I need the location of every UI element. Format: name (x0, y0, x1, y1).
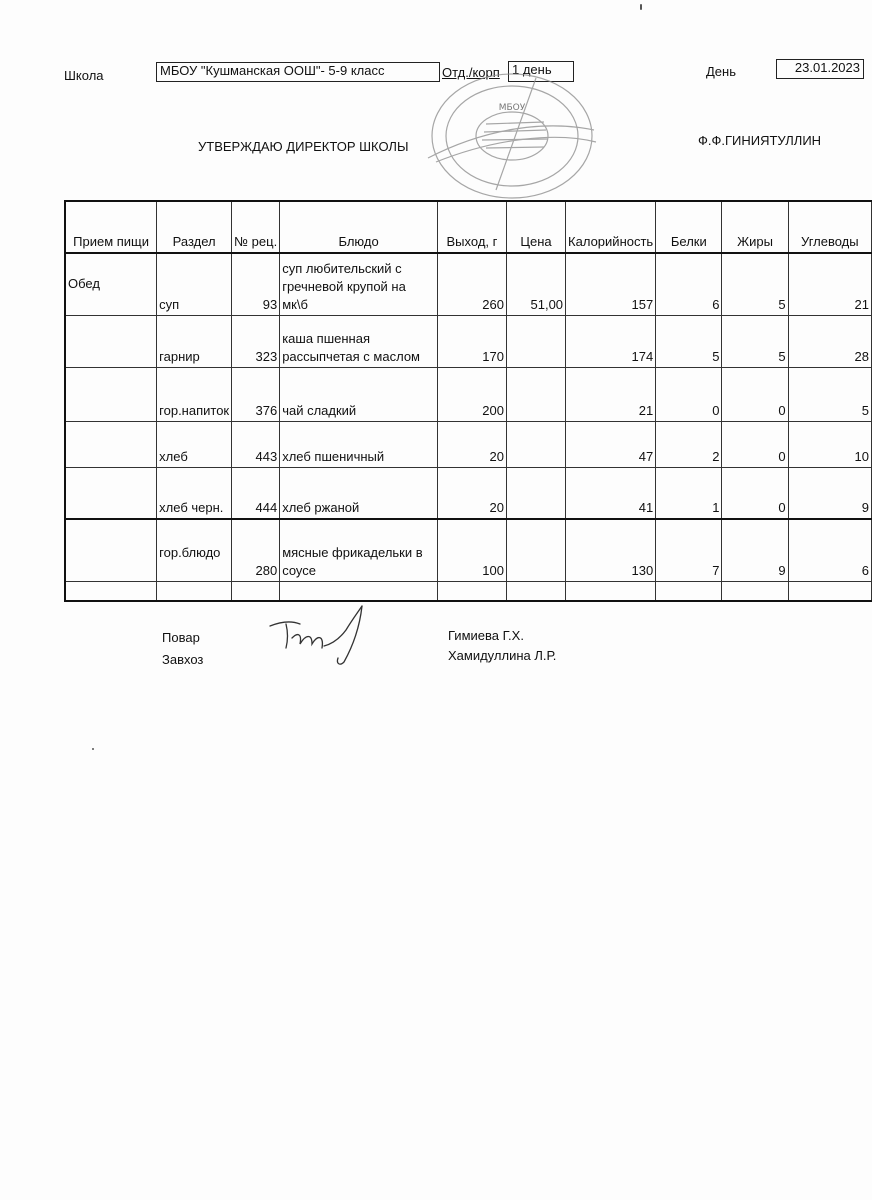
cell-fat: 9 (722, 519, 788, 581)
school-field: МБОУ "Кушманская ООШ"- 5-9 класс (156, 62, 440, 82)
table-row-empty (65, 581, 872, 601)
cell-price (506, 519, 565, 581)
col-header-meal: Прием пищи (65, 201, 157, 253)
cell-calories: 41 (566, 467, 656, 519)
school-label: Школа (64, 68, 104, 83)
cell-calories: 174 (566, 315, 656, 367)
cell-section: хлеб черн. (157, 467, 232, 519)
storekeeper-label: Завхоз (162, 652, 204, 667)
cell-section: хлеб (157, 421, 232, 467)
cell-output: 100 (437, 519, 506, 581)
cell-meal: Обед (65, 253, 157, 315)
cell-section: гор.напиток (157, 367, 232, 421)
cell-dish: хлеб пшеничный (280, 421, 438, 467)
school-stamp (426, 70, 598, 202)
cell-recipe: 280 (232, 519, 280, 581)
cell-output: 20 (437, 421, 506, 467)
cell-recipe: 93 (232, 253, 280, 315)
cell-fat: 5 (722, 253, 788, 315)
cell-fat: 0 (722, 367, 788, 421)
table-row (65, 253, 872, 315)
cell-recipe: 376 (232, 367, 280, 421)
table-row (65, 315, 872, 367)
table-row (65, 519, 872, 581)
cell-carbs: 6 (788, 519, 871, 581)
signature (266, 604, 376, 668)
cell-output: 20 (437, 467, 506, 519)
cell-price (506, 367, 565, 421)
col-header-output: Выход, г (437, 201, 506, 253)
cell-fat: 5 (722, 315, 788, 367)
dept-field: 1 день (508, 61, 574, 82)
cell-recipe: 323 (232, 315, 280, 367)
cell-dish: чай сладкий (280, 367, 438, 421)
cell-output: 260 (437, 253, 506, 315)
col-header-section: Раздел (157, 201, 232, 253)
cell-protein: 1 (656, 467, 722, 519)
cell-calories: 130 (566, 519, 656, 581)
col-header-calories: Калорийность (566, 201, 656, 253)
cell-section: суп (157, 253, 232, 315)
cell-carbs: 28 (788, 315, 871, 367)
col-header-recipe: № рец. (232, 201, 280, 253)
table-row (65, 367, 872, 421)
cell-meal (65, 519, 157, 581)
cell-output: 170 (437, 315, 506, 367)
cell-section: гор.блюдо (157, 519, 232, 581)
cell-recipe: 443 (232, 421, 280, 467)
cell-dish: каша пшенная рассыпчетая с маслом (280, 315, 438, 367)
cell-protein: 2 (656, 421, 722, 467)
col-header-price: Цена (506, 201, 565, 253)
cell-fat: 0 (722, 421, 788, 467)
col-header-protein: Белки (656, 201, 722, 253)
table-row (65, 467, 872, 519)
scan-speck (640, 4, 642, 10)
approve-text: УТВЕРЖДАЮ ДИРЕКТОР ШКОЛЫ (198, 139, 409, 154)
cell-carbs: 10 (788, 421, 871, 467)
cell-protein: 5 (656, 315, 722, 367)
cell-calories: 47 (566, 421, 656, 467)
cell-meal (65, 421, 157, 467)
director-name: Ф.Ф.ГИНИЯТУЛЛИН (698, 133, 822, 148)
cell-dish: мясные фрикадельки в соусе (280, 519, 438, 581)
cell-meal (65, 367, 157, 421)
cook-name: Гимиева Г.Х. (448, 628, 524, 643)
col-header-carbs: Углеводы (788, 201, 871, 253)
dept-label: Отд./корп (442, 65, 500, 80)
cell-calories: 157 (566, 253, 656, 315)
cell-price (506, 315, 565, 367)
menu-table (64, 200, 872, 602)
cell-carbs: 5 (788, 367, 871, 421)
table-row (65, 421, 872, 467)
cell-protein: 6 (656, 253, 722, 315)
cell-protein: 0 (656, 367, 722, 421)
cell-output: 200 (437, 367, 506, 421)
table-header-row (65, 201, 872, 253)
cell-section: гарнир (157, 315, 232, 367)
cell-protein: 7 (656, 519, 722, 581)
cell-price (506, 467, 565, 519)
cell-meal (65, 315, 157, 367)
cell-price (506, 421, 565, 467)
cell-price: 51,00 (506, 253, 565, 315)
col-header-fat: Жиры (722, 201, 788, 253)
col-header-dish: Блюдо (280, 201, 438, 253)
cell-carbs: 9 (788, 467, 871, 519)
cell-carbs: 21 (788, 253, 871, 315)
cell-dish: суп любительский с гречневой крупой на мк\б (280, 253, 438, 315)
date-field: 23.01.2023 (776, 59, 864, 79)
stamp-text: МБОУ (498, 103, 526, 113)
cook-label: Повар (162, 630, 200, 645)
cell-dish: хлеб ржаной (280, 467, 438, 519)
cell-calories: 21 (566, 367, 656, 421)
scan-speck (92, 748, 94, 750)
cell-recipe: 444 (232, 467, 280, 519)
cell-meal (65, 467, 157, 519)
storekeeper-name: Хамидуллина Л.Р. (448, 648, 557, 663)
cell-fat: 0 (722, 467, 788, 519)
day-label: День (706, 64, 736, 79)
